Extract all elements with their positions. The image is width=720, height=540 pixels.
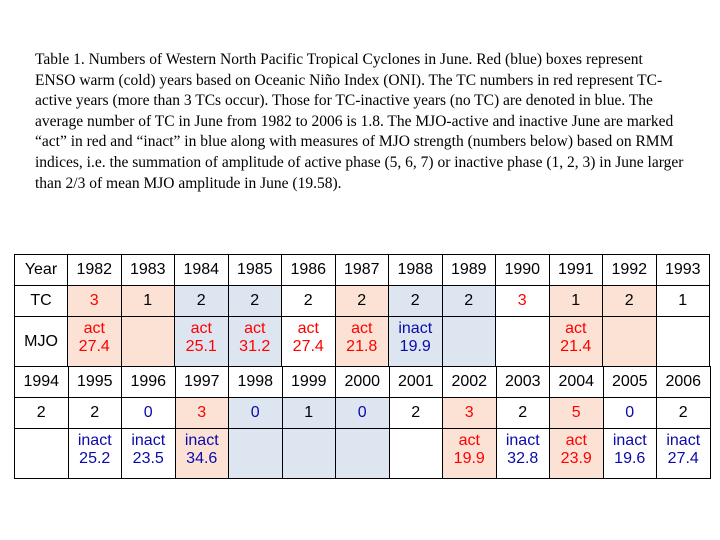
year-cell: 1987 [335, 255, 389, 286]
mjo-cell [389, 317, 443, 367]
year-cell: 1994 [15, 367, 69, 398]
mjo-cell [443, 429, 497, 479]
mjo-cell [228, 317, 282, 367]
tc-count-cell: 2 [657, 398, 711, 429]
tc-count-cell: 2 [389, 398, 443, 429]
year-cell: 1989 [442, 255, 496, 286]
tc-table-1994-2006 [14, 366, 711, 479]
tc-count-cell: 0 [603, 398, 657, 429]
tc-count-cell: 1 [121, 286, 175, 317]
tc-count-cell: 3 [175, 398, 229, 429]
mjo-status: inact [184, 432, 219, 449]
mjo-status: inact [505, 432, 540, 449]
tc-count-cell: 2 [389, 286, 443, 317]
mjo-status: act [190, 320, 212, 337]
mjo-status: act [297, 320, 319, 337]
tc-count-cell: 3 [68, 286, 122, 317]
mjo-status: inact [77, 432, 112, 449]
year-cell: 2006 [657, 367, 711, 398]
mjo-strength: 32.8 [507, 450, 539, 467]
mjo-status: inact [131, 432, 166, 449]
year-cell: 1996 [122, 367, 176, 398]
tc-row [15, 398, 711, 429]
mjo-row [15, 317, 710, 367]
year-label: Year [15, 255, 68, 286]
tc-row [15, 286, 710, 317]
mjo-cell [282, 429, 336, 479]
mjo-cell [121, 317, 175, 367]
table-caption [35, 50, 687, 194]
year-cell: 1982 [68, 255, 122, 286]
year-cell: 2002 [443, 367, 497, 398]
mjo-status: inact [612, 432, 647, 449]
mjo-status: act [83, 320, 105, 337]
mjo-status: act [244, 320, 266, 337]
mjo-row [15, 429, 711, 479]
year-cell: 1995 [68, 367, 122, 398]
mjo-strength: 27.4 [78, 338, 110, 355]
mjo-status: act [565, 432, 587, 449]
mjo-cell [550, 429, 604, 479]
year-cell: 1984 [175, 255, 229, 286]
mjo-strength: 25.1 [185, 338, 217, 355]
mjo-status: act [565, 320, 587, 337]
mjo-cell [603, 429, 657, 479]
mjo-label: MJO [15, 317, 68, 367]
year-cell: 1985 [228, 255, 282, 286]
mjo-strength: 21.4 [560, 338, 592, 355]
tc-count-cell: 2 [228, 286, 282, 317]
mjo-strength: 27.4 [667, 450, 699, 467]
tc-count-cell: 1 [282, 398, 336, 429]
mjo-status: inact [666, 432, 701, 449]
tc-table-1982-1993 [14, 254, 710, 367]
year-row [15, 255, 710, 286]
tc-count-cell: 0 [229, 398, 283, 429]
year-cell: 1990 [496, 255, 550, 286]
tc-count-cell: 2 [68, 398, 122, 429]
mjo-cell [549, 317, 603, 367]
mjo-cell [175, 317, 229, 367]
year-row [15, 367, 711, 398]
mjo-status: act [458, 432, 480, 449]
mjo-status: inact [398, 320, 433, 337]
year-cell: 1986 [282, 255, 336, 286]
tc-count-cell: 2 [603, 286, 657, 317]
year-cell: 1998 [229, 367, 283, 398]
year-cell: 2005 [603, 367, 657, 398]
tc-count-cell: 3 [496, 286, 550, 317]
year-cell: 2000 [336, 367, 390, 398]
mjo-cell [68, 429, 122, 479]
tc-count-cell: 2 [442, 286, 496, 317]
tc-count-cell: 2 [15, 398, 69, 429]
mjo-strength: 34.6 [186, 450, 218, 467]
tc-count-cell: 5 [550, 398, 604, 429]
mjo-strength: 19.9 [453, 450, 485, 467]
mjo-cell [603, 317, 657, 367]
year-cell: 1983 [121, 255, 175, 286]
mjo-cell [335, 317, 389, 367]
mjo-status: act [351, 320, 373, 337]
year-cell: 1988 [389, 255, 443, 286]
year-cell: 1993 [656, 255, 710, 286]
tc-count-cell: 1 [656, 286, 710, 317]
mjo-cell [656, 317, 710, 367]
mjo-strength: 21.8 [346, 338, 378, 355]
mjo-cell [15, 429, 69, 479]
year-cell: 2004 [550, 367, 604, 398]
caption-text: Table 1. Numbers of Western North Pacific Tropical Cyclones in June. Red (blue) boxes represent ENSO warm (cold) years based on Oceanic Niño Index (ONI). The TC numbers in red represent TC-active years (more than 3 TCs occur). Those for TC-inactive years (no TC) are denoted in blue. The average number of TC in June from 1982 to 2006 is 1.8. The MJO-active and inactive June are marked “act” in red and “inact” in blue along with measures of MJO strength (numbers below) based on RMM indices, i.e. the summation of amplitude of active phase (5, 6, 7) or inactive phase (1, 2, 3) in June larger than 2/3 of mean MJO amplitude in June (19.58). [35, 51, 684, 192]
tc-count-cell: 2 [496, 398, 550, 429]
tc-count-cell: 2 [282, 286, 336, 317]
mjo-cell [68, 317, 122, 367]
mjo-cell [657, 429, 711, 479]
tc-count-cell: 3 [443, 398, 497, 429]
tc-count-cell: 0 [122, 398, 176, 429]
mjo-cell [442, 317, 496, 367]
mjo-strength: 23.5 [132, 450, 164, 467]
year-cell: 1992 [603, 255, 657, 286]
mjo-cell [336, 429, 390, 479]
mjo-cell [496, 317, 550, 367]
year-cell: 1999 [282, 367, 336, 398]
tc-count-cell: 2 [175, 286, 229, 317]
tc-count-cell: 1 [549, 286, 603, 317]
year-cell: 2001 [389, 367, 443, 398]
mjo-strength: 23.9 [560, 450, 592, 467]
mjo-cell [282, 317, 336, 367]
year-cell: 1997 [175, 367, 229, 398]
tc-count-cell: 2 [335, 286, 389, 317]
mjo-strength: 25.2 [79, 450, 111, 467]
tc-label: TC [15, 286, 68, 317]
mjo-strength: 19.6 [614, 450, 646, 467]
year-cell: 1991 [549, 255, 603, 286]
mjo-strength: 27.4 [292, 338, 324, 355]
mjo-cell [122, 429, 176, 479]
mjo-strength: 19.9 [399, 338, 431, 355]
mjo-cell [496, 429, 550, 479]
mjo-strength: 31.2 [239, 338, 271, 355]
mjo-cell [175, 429, 229, 479]
tc-count-cell: 0 [336, 398, 390, 429]
mjo-cell [389, 429, 443, 479]
year-cell: 2003 [496, 367, 550, 398]
mjo-cell [229, 429, 283, 479]
